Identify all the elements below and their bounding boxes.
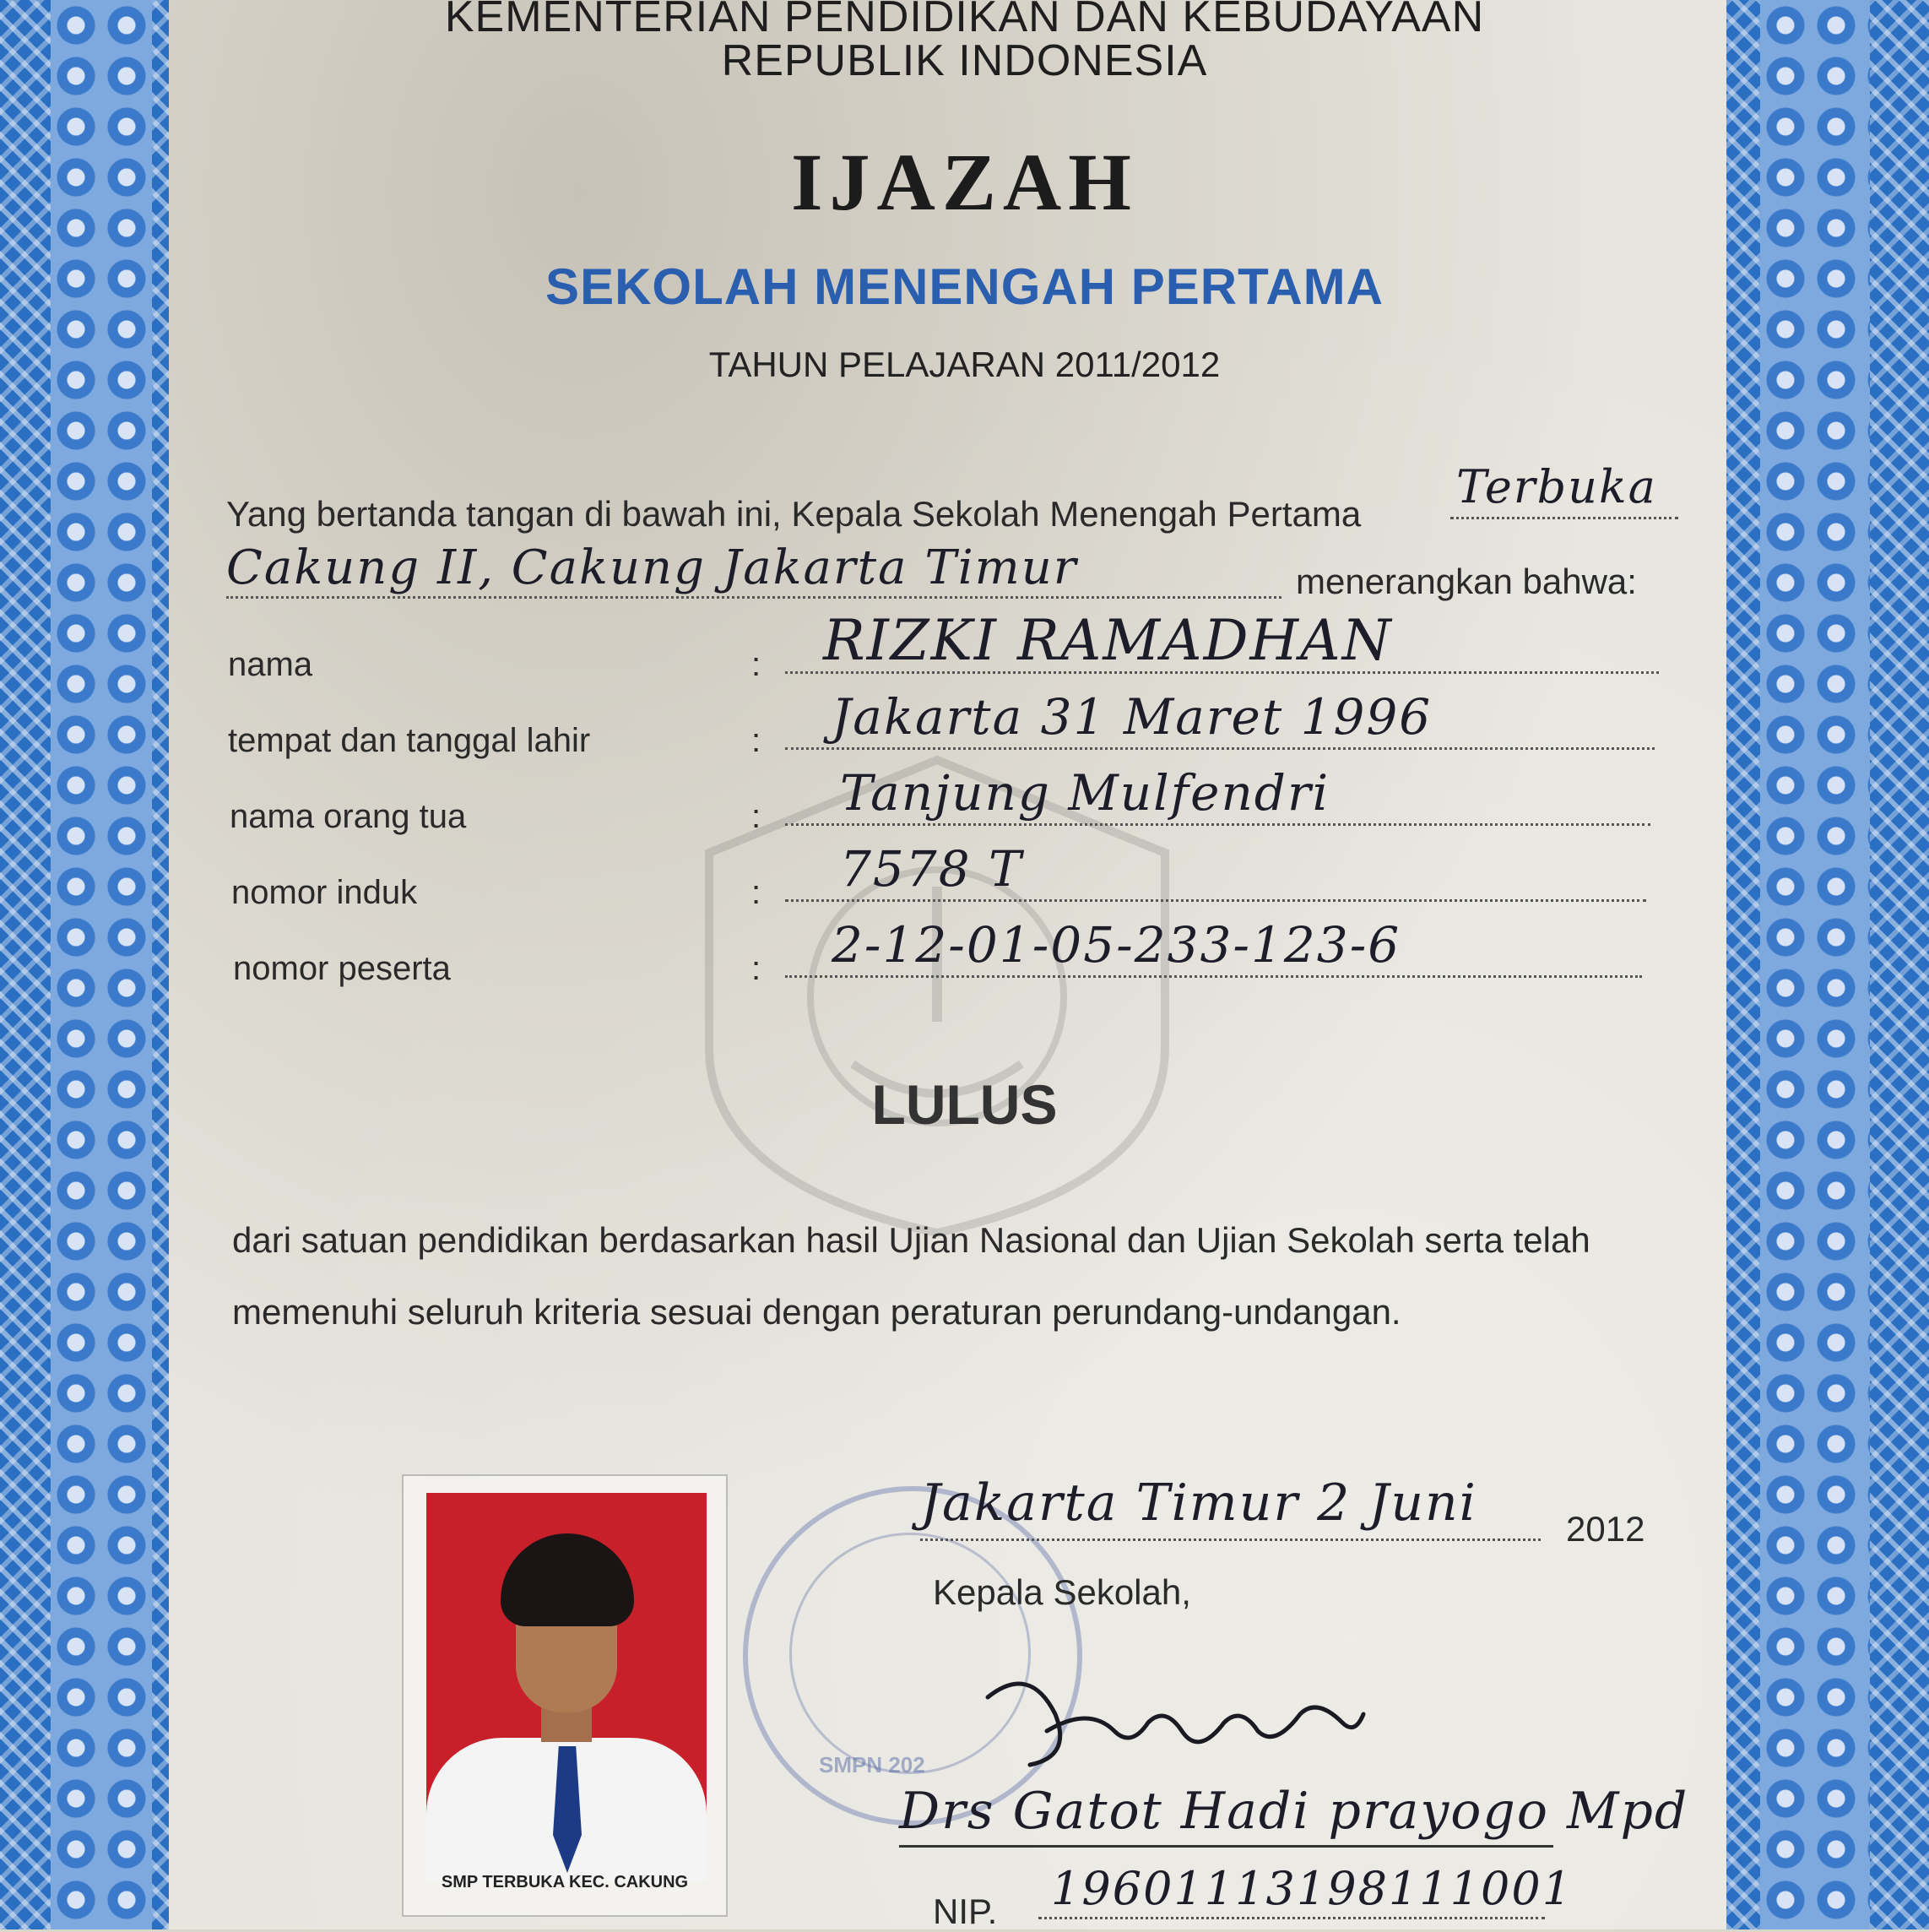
field-label-participant-number: nomor peserta [233, 950, 451, 987]
signing-place-date: Jakarta Timur 2 Juni [920, 1473, 1477, 1533]
field-label-parent: nama orang tua [230, 798, 467, 835]
dotted-line [1038, 1917, 1545, 1919]
field-value-participant-number: 2-12-01-05-233-123-6 [832, 916, 1401, 974]
field-label-name: nama [228, 646, 313, 683]
dotted-line [1450, 517, 1678, 519]
signing-year: 2012 [1566, 1509, 1645, 1549]
field-value-parent: Tanjung Mulfendri [840, 764, 1330, 822]
dotted-line [785, 747, 1655, 750]
school-location-handwritten: Cakung II, Cakung Jakarta Timur [226, 540, 1078, 595]
dotted-line [785, 975, 1642, 978]
dotted-line [785, 823, 1650, 826]
nip-label: NIP. [933, 1891, 998, 1931]
field-label-birth: tempat dan tanggal lahir [228, 722, 591, 759]
statement-line-1: dari satuan pendidikan berdasarkan hasil Ujian Nasional dan Ujian Sekolah serta telah [232, 1220, 1590, 1260]
intro-text-end: menerangkan bahwa: [1296, 562, 1637, 601]
student-photo [426, 1493, 707, 1881]
school-name-handwritten: Terbuka [1456, 460, 1657, 513]
field-value-name: RIZKI RAMADHAN [823, 608, 1393, 673]
field-colon: : [751, 722, 761, 759]
field-colon: : [751, 950, 761, 987]
name-underline [899, 1845, 1553, 1848]
statement-line-2: memenuhi seluruh kriteria sesuai dengan peraturan perundang-undangan. [232, 1292, 1401, 1332]
photo-caption: SMP TERBUKA KEC. CAKUNG [441, 1873, 689, 1891]
signatory-name: Drs Gatot Hadi prayogo Mpd [899, 1782, 1689, 1841]
stamp-text: SMPN 202 [819, 1752, 925, 1777]
dotted-line [226, 596, 1281, 599]
intro-text: Yang bertanda tangan di bawah ini, Kepala Sekolah Menengah Pertama [226, 494, 1362, 534]
signature-icon [979, 1663, 1368, 1790]
ministry-name: KEMENTERIAN PENDIDIKAN DAN KEBUDAYAAN [444, 0, 1485, 41]
school-type: SEKOLAH MENENGAH PERTAMA [545, 258, 1384, 315]
dotted-line [785, 671, 1659, 674]
document-title: IJAZAH [791, 137, 1138, 227]
signing-position: Kepala Sekolah, [933, 1572, 1191, 1612]
field-colon: : [751, 646, 761, 683]
result-status: LULUS [871, 1073, 1058, 1136]
dotted-line [920, 1539, 1541, 1541]
field-colon: : [751, 798, 761, 835]
field-label-student-number: nomor induk [231, 874, 418, 911]
academic-year: TAHUN PELAJARAN 2011/2012 [708, 345, 1221, 384]
field-colon: : [751, 874, 761, 911]
dotted-line [785, 899, 1646, 902]
photo-hair [501, 1533, 634, 1626]
field-value-birth: Jakarta 31 Maret 1996 [832, 688, 1433, 746]
field-value-student-number: 7578 T [840, 840, 1023, 898]
country-name: REPUBLIK INDONESIA [721, 36, 1208, 85]
nip-value: 19601113198111001 [1051, 1862, 1574, 1915]
